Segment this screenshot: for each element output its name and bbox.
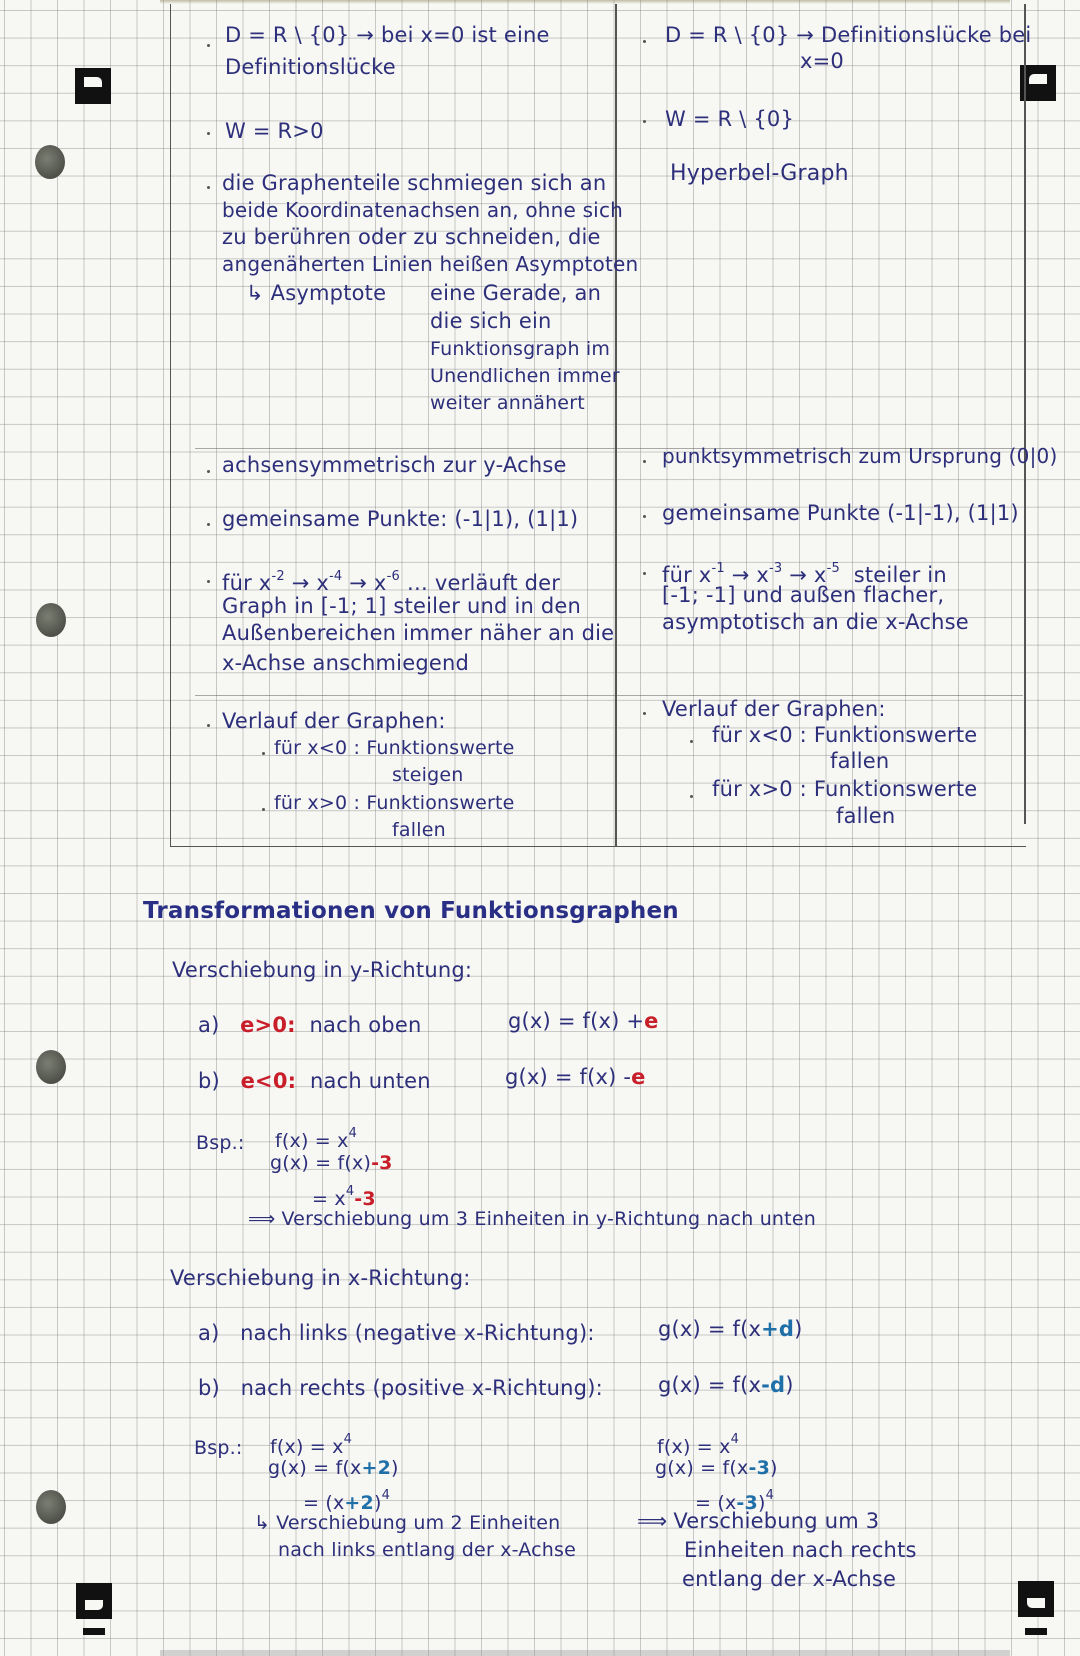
bullet-icon bbox=[690, 740, 693, 743]
formula: g(x) = f(x bbox=[658, 1373, 762, 1397]
formula-param: -3 bbox=[748, 1457, 770, 1479]
steepness-line-1: für $x^{-2} \to x^{-4} \to x^{-6}$ … verläuft der bbox=[222, 569, 561, 595]
conclusion-text: Verschiebung um 3 Einheiten in y-Richtung nach unten bbox=[281, 1208, 816, 1230]
example-label: Bsp.: bbox=[196, 1132, 245, 1154]
exponent: -4 bbox=[329, 569, 343, 584]
direction: nach rechts (positive x-Richtung): bbox=[240, 1376, 603, 1400]
right-conclusion-1 bbox=[637, 1508, 879, 1535]
exponent: 4 bbox=[765, 1488, 775, 1503]
exponent: -1 bbox=[711, 561, 725, 576]
corner-marker-bottom-right-icon bbox=[1018, 1581, 1054, 1617]
exponent: 4 bbox=[381, 1488, 391, 1503]
arrow-icon: ↳ bbox=[254, 1512, 271, 1534]
formula-param: e bbox=[644, 1009, 659, 1033]
row-separator bbox=[195, 695, 1023, 696]
formula: ) bbox=[785, 1373, 794, 1397]
formula-param: +d bbox=[761, 1317, 795, 1341]
symmetry-text: punktsymmetrisch zum Ursprung (0|0) bbox=[662, 444, 1058, 468]
example-g bbox=[270, 1150, 393, 1177]
condition: e<0: bbox=[240, 1069, 297, 1093]
domain-text-cont: x=0 bbox=[800, 49, 844, 73]
steepness-line-1: für $x^{-1} \to x^{-3} \to x^{-5}$ steiler in bbox=[662, 561, 947, 587]
x-shift-formula-a bbox=[658, 1316, 803, 1343]
formula: g(x) = f(x) - bbox=[505, 1065, 632, 1089]
formula: ) bbox=[391, 1457, 399, 1479]
y-shift-heading: Verschiebung in y-Richtung: bbox=[172, 958, 473, 982]
punch-hole-icon bbox=[36, 1050, 66, 1084]
y-shift-option-a bbox=[198, 1012, 421, 1039]
corner-marker-bottom-left-icon bbox=[76, 1583, 112, 1619]
graph-type-text: Hyperbel-Graph bbox=[670, 161, 849, 186]
formula: = (x bbox=[303, 1492, 345, 1514]
asymptote-line-2: beide Koordinatenachsen an, ohne sich bbox=[222, 198, 624, 222]
column-divider bbox=[615, 4, 617, 846]
asymptote-definition-1: eine Gerade, an bbox=[430, 281, 602, 305]
formula-param: +2 bbox=[361, 1457, 392, 1479]
bullet-icon bbox=[207, 580, 210, 583]
x-shift-heading: Verschiebung in x-Richtung: bbox=[170, 1266, 471, 1290]
bullet-icon bbox=[207, 132, 210, 135]
page-edge-bottom bbox=[160, 1650, 1010, 1656]
conclusion-text: Verschiebung um 2 Einheiten bbox=[276, 1512, 561, 1534]
formula: ) bbox=[757, 1492, 766, 1514]
formula: g(x) = f(x) bbox=[270, 1152, 372, 1174]
course-negative-result: fallen bbox=[830, 749, 890, 773]
formula: = x bbox=[312, 1188, 346, 1210]
exponent: -6 bbox=[386, 569, 400, 584]
bullet-icon bbox=[207, 470, 210, 473]
domain-text: D = R \ {0} → bei x=0 ist eine bbox=[225, 23, 550, 47]
course-positive: für x>0 : Funktionswerte bbox=[712, 777, 978, 801]
left-conclusion-2: nach links entlang der x-Achse bbox=[278, 1539, 577, 1561]
steepness-prefix: für x bbox=[662, 563, 712, 587]
formula: f(x) = x bbox=[270, 1436, 344, 1458]
double-arrow-icon: ⟹ bbox=[248, 1208, 276, 1230]
x-shift-option-a bbox=[198, 1320, 595, 1347]
formula: g(x) = f(x bbox=[655, 1457, 749, 1479]
punch-hole-icon bbox=[36, 1490, 66, 1524]
range-text: W = R>0 bbox=[225, 119, 324, 143]
common-points-text: gemeinsame Punkte: (-1|1), (1|1) bbox=[222, 507, 579, 531]
steepness-line-4: x-Achse anschmiegend bbox=[222, 651, 470, 675]
formula: g(x) = f(x) + bbox=[508, 1009, 645, 1033]
course-positive-result: fallen bbox=[392, 819, 446, 841]
formula: ) bbox=[770, 1457, 778, 1479]
formula: ) bbox=[794, 1317, 803, 1341]
steepness-suffix: steiler in bbox=[853, 563, 947, 587]
asymptote-line-4: angenäherten Linien heißen Asymptoten bbox=[222, 252, 639, 276]
y-shift-formula-b bbox=[505, 1064, 646, 1091]
bullet-icon bbox=[262, 752, 265, 755]
example-g bbox=[268, 1455, 399, 1482]
formula-param: -3 bbox=[371, 1152, 393, 1174]
symmetry-text: achsensymmetrisch zur y-Achse bbox=[222, 453, 567, 477]
bullet-icon bbox=[207, 186, 210, 189]
punch-hole-icon bbox=[35, 145, 65, 179]
punch-hole-icon bbox=[36, 603, 66, 637]
option-label: a) bbox=[198, 1321, 220, 1345]
asymptote-label: ↳ Asymptote bbox=[246, 281, 387, 305]
asymptote-line-3: zu berühren oder zu schneiden, die bbox=[222, 225, 601, 249]
exponent: -3 bbox=[769, 561, 783, 576]
bullet-icon bbox=[207, 523, 210, 526]
course-positive-result: fallen bbox=[836, 804, 896, 828]
right-conclusion-3: entlang der x-Achse bbox=[682, 1567, 897, 1591]
formula: g(x) = f(x bbox=[658, 1317, 762, 1341]
direction: nach oben bbox=[309, 1013, 422, 1037]
double-arrow-icon: ⟹ bbox=[637, 1509, 668, 1533]
bullet-icon bbox=[643, 40, 646, 43]
common-points-text: gemeinsame Punkte (-1|-1), (1|1) bbox=[662, 501, 1019, 525]
course-negative: für x<0 : Funktionswerte bbox=[274, 737, 515, 759]
formula: f(x) = x bbox=[275, 1130, 349, 1152]
steepness-line-3: asymptotisch an die x-Achse bbox=[662, 610, 969, 634]
conclusion-text: Verschiebung um 3 bbox=[673, 1509, 880, 1533]
course-negative-result: steigen bbox=[392, 764, 464, 786]
example-g bbox=[655, 1455, 778, 1482]
steepness-suffix: … verläuft der bbox=[406, 571, 561, 595]
direction: nach unten bbox=[310, 1069, 431, 1093]
option-label: a) bbox=[198, 1013, 220, 1037]
bullet-icon bbox=[207, 44, 210, 47]
asymptote-definition-3: Funktionsgraph im bbox=[430, 338, 611, 360]
corner-marker-top-left-icon bbox=[75, 68, 111, 104]
steepness-prefix: für x bbox=[222, 571, 272, 595]
bullet-icon bbox=[262, 808, 265, 811]
section-title: Transformationen von Funktionsgraphen bbox=[143, 898, 679, 924]
table-right-border bbox=[1024, 4, 1026, 824]
bullet-icon bbox=[643, 572, 646, 575]
formula: ) bbox=[373, 1492, 382, 1514]
asymptote-definition-4: Unendlichen immer bbox=[430, 365, 620, 387]
steepness-line-2: [-1; -1] und außen flacher, bbox=[662, 583, 945, 607]
exponent: 4 bbox=[343, 1432, 353, 1447]
formula-param: +2 bbox=[344, 1492, 374, 1514]
domain-text-cont: Definitionslücke bbox=[225, 55, 396, 79]
y-shift-conclusion bbox=[248, 1206, 816, 1233]
right-conclusion-2: Einheiten nach rechts bbox=[684, 1538, 917, 1562]
domain-text: D = R \ {0} → Definitionslücke bei bbox=[665, 23, 1032, 47]
exponent: 4 bbox=[730, 1432, 740, 1447]
bullet-icon bbox=[643, 460, 646, 463]
exponent: -5 bbox=[826, 561, 840, 576]
formula: g(x) = f(x bbox=[268, 1457, 362, 1479]
option-label: b) bbox=[198, 1376, 220, 1400]
formula: f(x) = x bbox=[657, 1436, 731, 1458]
asymptote-definition-5: weiter annähert bbox=[430, 392, 585, 414]
course-title: Verlauf der Graphen: bbox=[662, 697, 886, 721]
x-shift-option-b bbox=[198, 1375, 603, 1402]
exponent: 4 bbox=[348, 1126, 358, 1141]
formula: = (x bbox=[695, 1492, 737, 1514]
formula-param: -3 bbox=[354, 1188, 376, 1210]
bullet-icon bbox=[643, 515, 646, 518]
asymptote-definition-2: die sich ein bbox=[430, 309, 552, 333]
example-label: Bsp.: bbox=[194, 1437, 243, 1459]
steepness-line-2: Graph in [-1; 1] steiler und in den bbox=[222, 594, 582, 618]
exponent: 4 bbox=[345, 1184, 355, 1199]
bullet-icon bbox=[207, 724, 210, 727]
steepness-line-3: Außenbereichen immer näher an die bbox=[222, 621, 615, 645]
formula-param: -d bbox=[761, 1373, 786, 1397]
asymptote-line-1: die Graphenteile schmiegen sich an bbox=[222, 171, 607, 195]
bullet-icon bbox=[643, 712, 646, 715]
y-shift-option-b bbox=[198, 1068, 431, 1095]
condition: e>0: bbox=[240, 1013, 296, 1037]
exponent: -2 bbox=[271, 569, 285, 584]
course-positive: für x>0 : Funktionswerte bbox=[274, 792, 515, 814]
left-conclusion-1 bbox=[254, 1510, 560, 1537]
course-negative: für x<0 : Funktionswerte bbox=[712, 723, 978, 747]
direction: nach links (negative x-Richtung): bbox=[240, 1321, 595, 1345]
bullet-icon bbox=[643, 120, 646, 123]
formula-param: e bbox=[631, 1065, 646, 1089]
formula-param: -3 bbox=[736, 1492, 758, 1514]
marker-bar-icon bbox=[83, 1628, 105, 1635]
option-label: b) bbox=[198, 1069, 220, 1093]
range-text: W = R \ {0} bbox=[665, 107, 795, 131]
y-shift-formula-a bbox=[508, 1008, 659, 1035]
marker-bar-icon bbox=[1025, 1628, 1047, 1635]
course-title: Verlauf der Graphen: bbox=[222, 709, 446, 733]
x-shift-formula-b bbox=[658, 1372, 794, 1399]
bullet-icon bbox=[690, 795, 693, 798]
